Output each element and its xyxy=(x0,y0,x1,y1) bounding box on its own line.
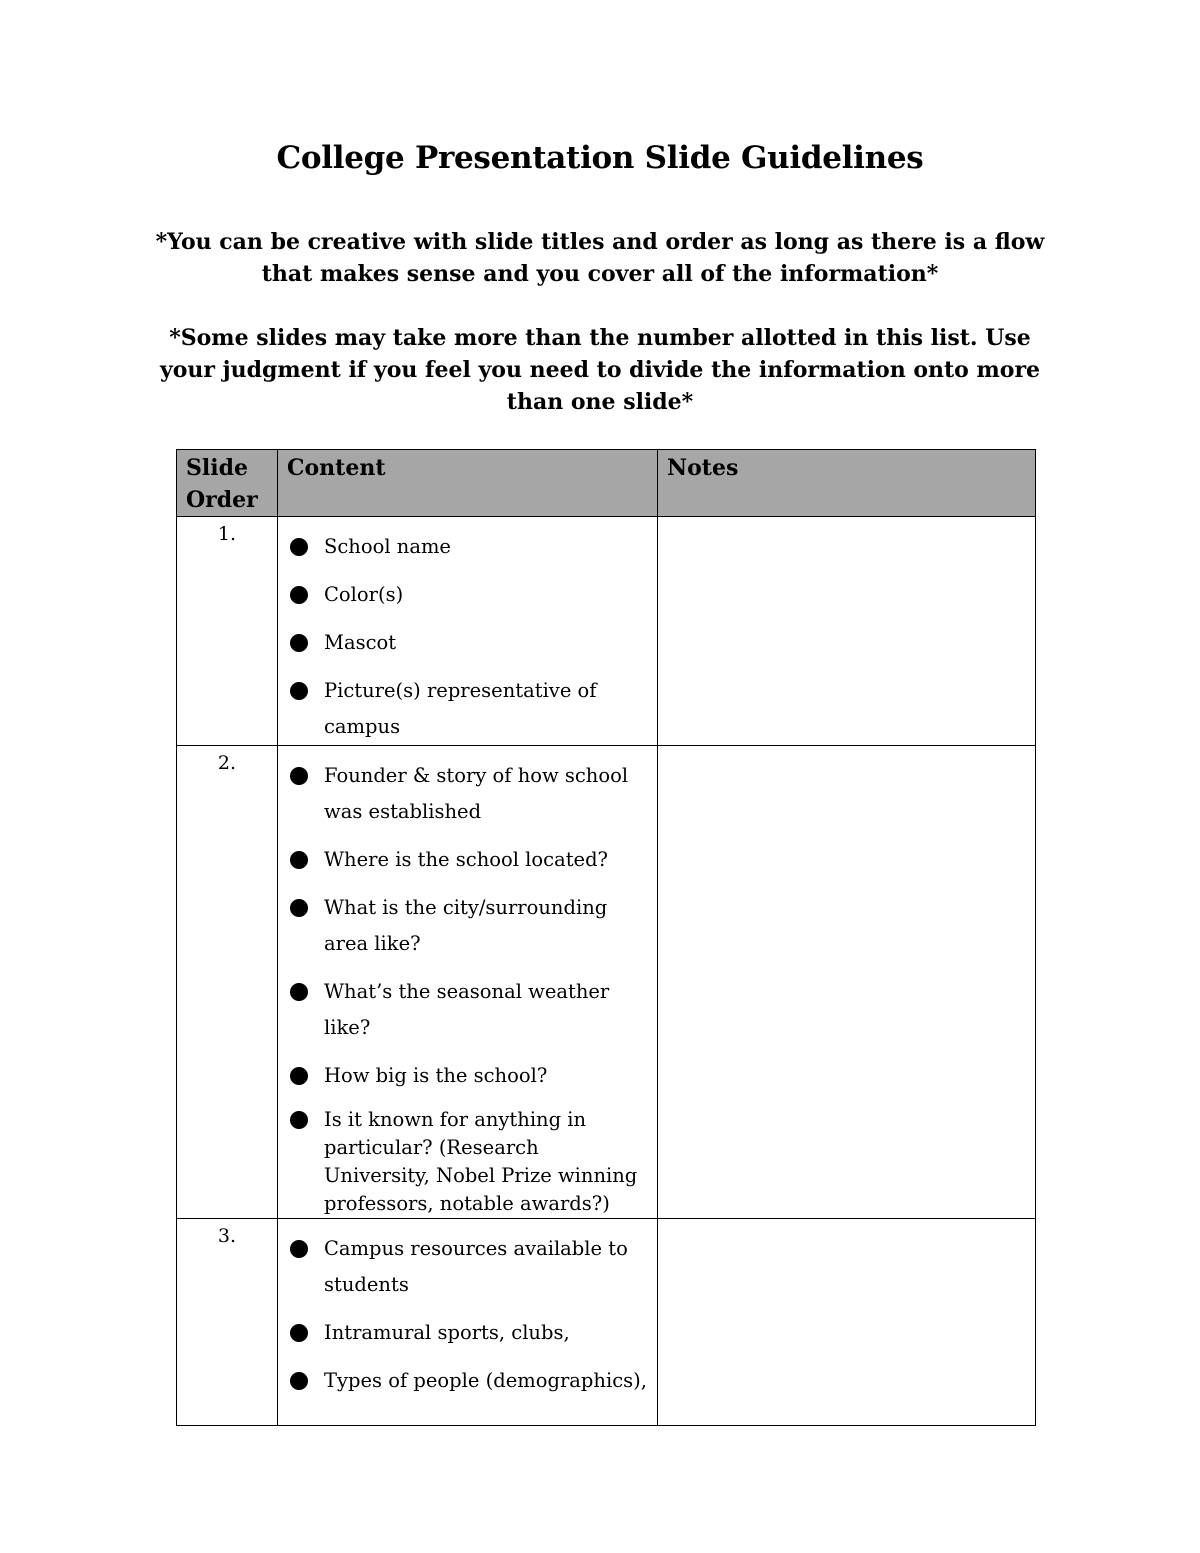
table-row xyxy=(177,746,1036,1219)
slide-count-note: *Some slides may take more than the number allotted in this list. Use your judgment if you feel you need to divide the information onto more than one slide* xyxy=(159,325,1041,415)
table-row xyxy=(177,517,1036,746)
creativity-note: *You can be creative with slide titles and order as long as there is a flow that makes sense and you cover all of the information* xyxy=(155,229,1045,287)
list-item: Mascot xyxy=(288,625,649,661)
list-item: Campus resources available to students xyxy=(288,1231,649,1303)
bullet-icon xyxy=(290,538,308,556)
content-cell xyxy=(278,517,658,746)
list-item: Types of people (demographics), xyxy=(288,1363,649,1399)
bullet-icon xyxy=(290,851,308,869)
slide-order-cell: 3. xyxy=(177,1219,278,1426)
list-item: How big is the school? xyxy=(288,1058,649,1094)
bullet-icon xyxy=(290,1240,308,1258)
page-title: College Presentation Slide Guidelines xyxy=(276,140,924,176)
content-list xyxy=(278,517,657,745)
slide-order-cell: 1. xyxy=(177,517,278,746)
list-item: Where is the school located? xyxy=(288,842,649,878)
list-item: School name xyxy=(288,529,649,565)
list-item: Picture(s) representative of campus xyxy=(288,673,649,745)
bullet-icon xyxy=(290,1111,308,1129)
list-item: Intramural sports, clubs, xyxy=(288,1315,649,1351)
content-cell xyxy=(278,746,658,1219)
bullet-icon xyxy=(290,899,308,917)
table-row xyxy=(177,1219,1036,1426)
bullet-icon xyxy=(290,983,308,1001)
list-item: Color(s) xyxy=(288,577,649,613)
table-header-row xyxy=(177,450,1036,517)
bullet-icon xyxy=(290,682,308,700)
bullet-icon xyxy=(290,586,308,604)
content-cell xyxy=(278,1219,658,1426)
list-item: What is the city/surrounding area like? xyxy=(288,890,649,962)
bullet-icon xyxy=(290,634,308,652)
list-item: Founder & story of how school was established xyxy=(288,758,649,830)
content-list xyxy=(278,746,657,1218)
bullet-icon xyxy=(290,1067,308,1085)
slide-order-cell: 2. xyxy=(177,746,278,1219)
guidelines-table xyxy=(176,449,1036,1426)
content-list xyxy=(278,1219,657,1399)
list-item: What’s the seasonal weather like? xyxy=(288,974,649,1046)
notes-cell[interactable] xyxy=(658,517,1036,746)
notes-cell[interactable] xyxy=(658,746,1036,1219)
header-slide-order: Slide Order xyxy=(177,450,278,517)
bullet-icon xyxy=(290,1372,308,1390)
bullet-icon xyxy=(290,1324,308,1342)
list-item: Is it known for anything in particular? (Research University, Nobel Prize winning professors, notable awards?) xyxy=(288,1106,649,1218)
header-notes: Notes xyxy=(658,450,1036,517)
header-content: Content xyxy=(278,450,658,517)
notes-cell[interactable] xyxy=(658,1219,1036,1426)
bullet-icon xyxy=(290,767,308,785)
